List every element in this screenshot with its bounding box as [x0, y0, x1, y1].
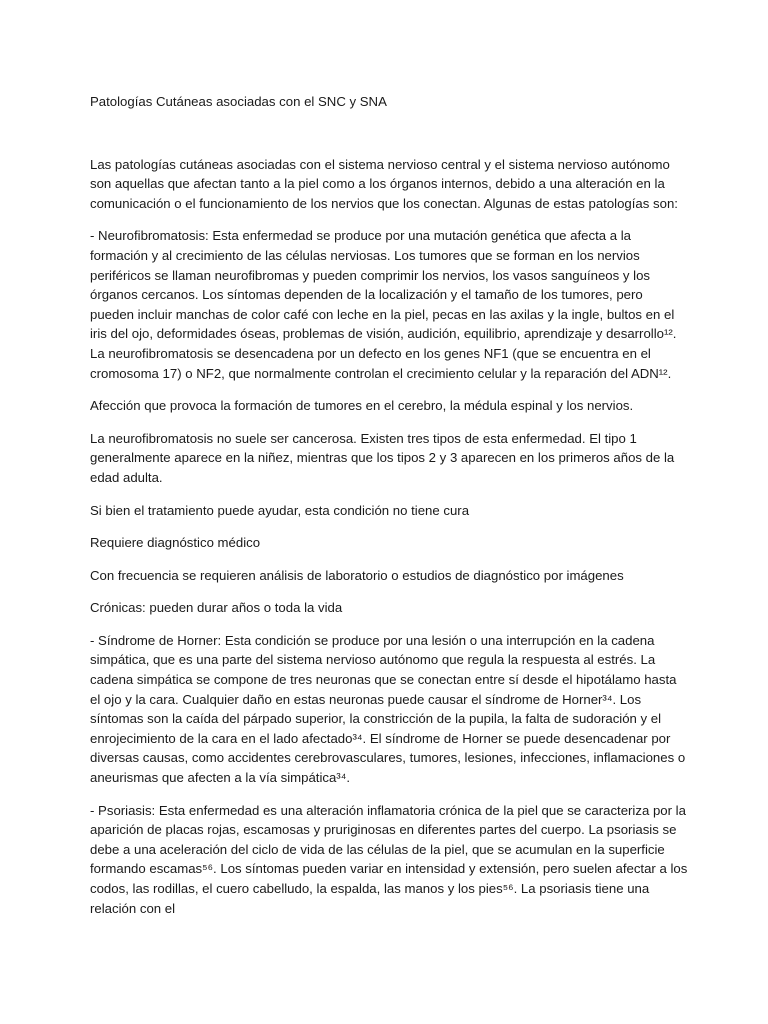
paragraph-psoriasis: - Psoriasis: Esta enfermedad es una alteración inflamatoria crónica de la piel que se caracteriza por la aparición de placas rojas, escamosas y pruriginosas en diferentes partes del cuerpo. La psoriasis se debe a una aceleración del ciclo de vida de las células de la piel, que se acumulan en la superficie formando escamas⁵⁶. Los síntomas pueden variar en intensidad y extensión, pero suelen afectar a los codos, las rodillas, el cuero cabelludo, la espalda, las manos y los pies⁵⁶. La psoriasis tiene una relación con el [90, 802, 688, 916]
paragraph-neurofibromatosis: - Neurofibromatosis: Esta enfermedad se produce por una mutación genética que afecta a la formación y al crecimiento de las células nerviosas. Los tumores que se forman en los nervios periféricos se llaman neurofibromas y pueden comprimir los nervios, los vasos sanguíneos y los órganos cercanos. Los síntomas dependen de la localización y el tamaño de los tumores, pero pueden incluir manchas de color café con leche en la piel, pecas en las axilas y la ingle, bultos en el iris del ojo, deformidades óseas, problemas de visión, audición, equilibrio, aprendizaje y desarrollo¹². La neurofibromatosis se desencadena por un defecto en los genes NF1 (que se encuentra en el cromosoma 17) o NF2, que normalmente controlan el crecimiento celular y la reparación del ADN¹². [90, 228, 677, 381]
paragraph-types: La neurofibromatosis no suele ser cancerosa. Existen tres tipos de esta enfermedad. El tipo 1 generalmente aparece en la niñez, mientras que los tipos 2 y 3 aparecen en los primeros años de la edad adulta. [90, 430, 675, 485]
paragraph-lab-tests: Con frecuencia se requieren análisis de laboratorio o estudios de diagnóstico por imágenes [90, 567, 624, 583]
paragraph-no-cure: Si bien el tratamiento puede ayudar, esta condición no tiene cura [90, 502, 470, 518]
paragraph-affection: Afección que provoca la formación de tumores en el cerebro, la médula espinal y los nervios. [90, 398, 634, 414]
paragraph-horner: - Síndrome de Horner: Esta condición se produce por una lesión o una interrupción en la cadena simpática, que es una parte del sistema nervioso autónomo que regula la respuesta al estrés. La cadena simpática se compone de tres neuronas que se conectan entre sí desde el hipotálamo hasta el ojo y la cara. Cualquier daño en estas neuronas puede causar el síndrome de Horner³⁴. Los síntomas son la caída del párpado superior, la constricción de la pupila, la falta de sudoración y el enrojecimiento de la cara en el lado afectado³⁴. El síndrome de Horner se puede desencadenar por diversas causas, como accidentes cerebrovasculares, tumores, lesiones, infecciones, inflamaciones o aneurismas que afecten a la vía simpática³⁴. [90, 632, 686, 786]
paragraph-diagnosis: Requiere diagnóstico médico [90, 535, 261, 551]
document-title: Patologías Cutáneas asociadas con el SNC y SNA [90, 94, 387, 109]
paragraph-chronic: Crónicas: pueden durar años o toda la vida [90, 600, 343, 616]
paragraph-intro: Las patologías cutáneas asociadas con el sistema nervioso central y el sistema nervioso autónomo son aquellas que afectan tanto a la piel como a los órganos internos, debido a una alteración en la comunicación o el funcionamiento de los nervios que los conectan. Algunas de estas patologías son: [90, 156, 678, 211]
document-page [90, 92, 690, 918]
